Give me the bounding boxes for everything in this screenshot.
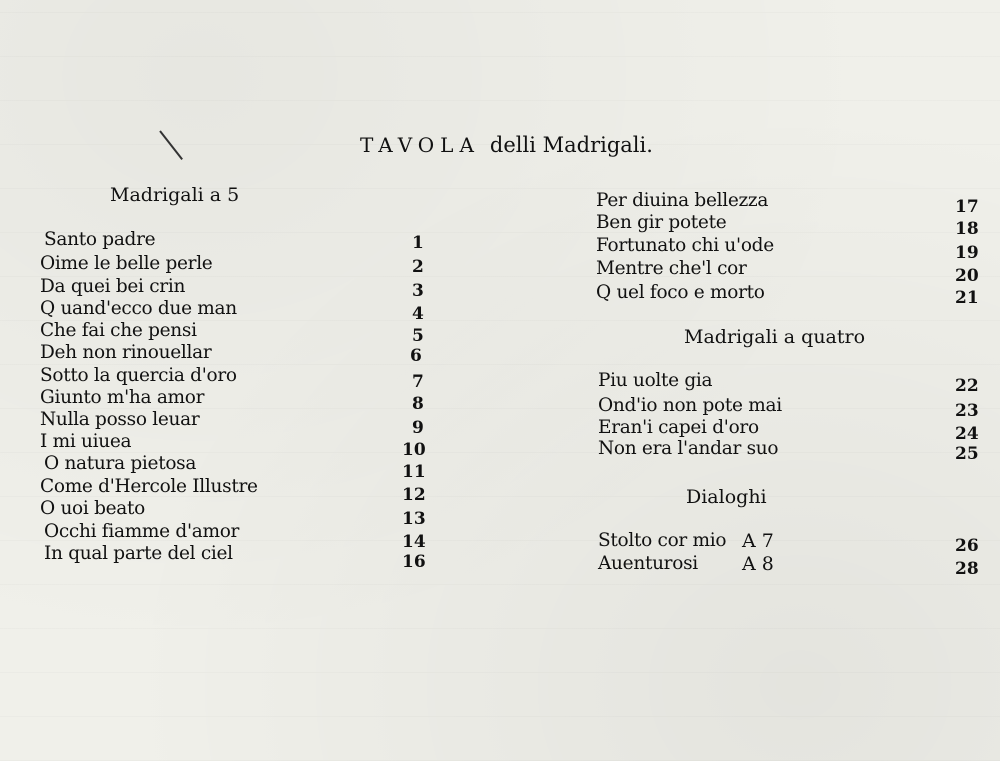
title-rest: delli Madrigali. (489, 133, 653, 157)
page-number: 18 (955, 219, 979, 239)
list-item: Q uel foco e morto (596, 282, 765, 303)
page-number: 1 (412, 233, 424, 253)
title-main: TAVOLA (360, 133, 480, 157)
page-number: 21 (955, 288, 979, 308)
page-number: 9 (412, 418, 424, 438)
page-number: 3 (412, 281, 424, 301)
page-title (360, 133, 653, 158)
list-item: Stolto cor mio (598, 530, 727, 551)
list-item: Giunto m'ha amor (40, 387, 205, 408)
list-item: Che fai che pensi (40, 320, 197, 341)
voice-count: A 8 (742, 553, 774, 575)
page-number: 26 (955, 536, 979, 556)
list-item: O natura pietosa (44, 453, 197, 474)
page-number: 28 (955, 559, 979, 579)
list-item: Ond'io non pote mai (598, 395, 782, 416)
list-item: Santo padre (44, 229, 156, 250)
page-number: 12 (402, 485, 426, 505)
page-number: 8 (412, 394, 424, 414)
list-item: Ben gir potete (596, 212, 727, 233)
page-number: 14 (402, 532, 426, 552)
page-number: 25 (955, 444, 979, 464)
page-number: 19 (955, 243, 979, 263)
list-item: Deh non rinouellar (40, 342, 212, 363)
list-item: Oime le belle perle (40, 253, 213, 274)
list-item: Q uand'ecco due man (40, 298, 237, 319)
page-number: 11 (402, 462, 426, 482)
list-item: Da quei bei crin (40, 276, 186, 297)
page-number: 6 (410, 346, 422, 366)
heading-dialoghi: Dialoghi (686, 486, 767, 508)
list-item: Occhi fiamme d'amor (44, 521, 240, 542)
page-number: 5 (412, 326, 424, 346)
list-item: Sotto la quercia d'oro (40, 365, 237, 386)
page-number: 17 (955, 197, 979, 217)
page-number: 23 (955, 401, 979, 421)
page-number: 2 (412, 257, 424, 277)
list-item: I mi uiuea (40, 431, 132, 452)
page-number: 24 (955, 424, 979, 444)
list-item: In qual parte del ciel (44, 543, 233, 564)
page-number: 4 (412, 304, 424, 324)
list-item: Mentre che'l cor (596, 258, 747, 279)
ink-scratch-mark (159, 130, 183, 160)
list-item: Fortunato chi u'ode (596, 235, 774, 256)
list-item: Piu uolte gia (598, 370, 713, 391)
list-item: Nulla posso leuar (40, 409, 200, 430)
list-item: Auenturosi (598, 553, 698, 574)
list-item: O uoi beato (40, 498, 145, 519)
page-number: 10 (402, 440, 426, 460)
voice-count: A 7 (742, 530, 774, 552)
page-number: 20 (955, 266, 979, 286)
page-number: 7 (412, 372, 424, 392)
page-number: 22 (955, 376, 979, 396)
heading-madrigali-a-quatro: Madrigali a quatro (684, 326, 866, 348)
heading-madrigali-a-5: Madrigali a 5 (110, 184, 240, 206)
list-item: Come d'Hercole Illustre (40, 476, 258, 497)
page-number: 13 (402, 509, 426, 529)
page-number: 16 (402, 552, 426, 572)
list-item: Eran'i capei d'oro (598, 417, 759, 438)
list-item: Per diuina bellezza (596, 190, 769, 211)
list-item: Non era l'andar suo (598, 438, 779, 459)
